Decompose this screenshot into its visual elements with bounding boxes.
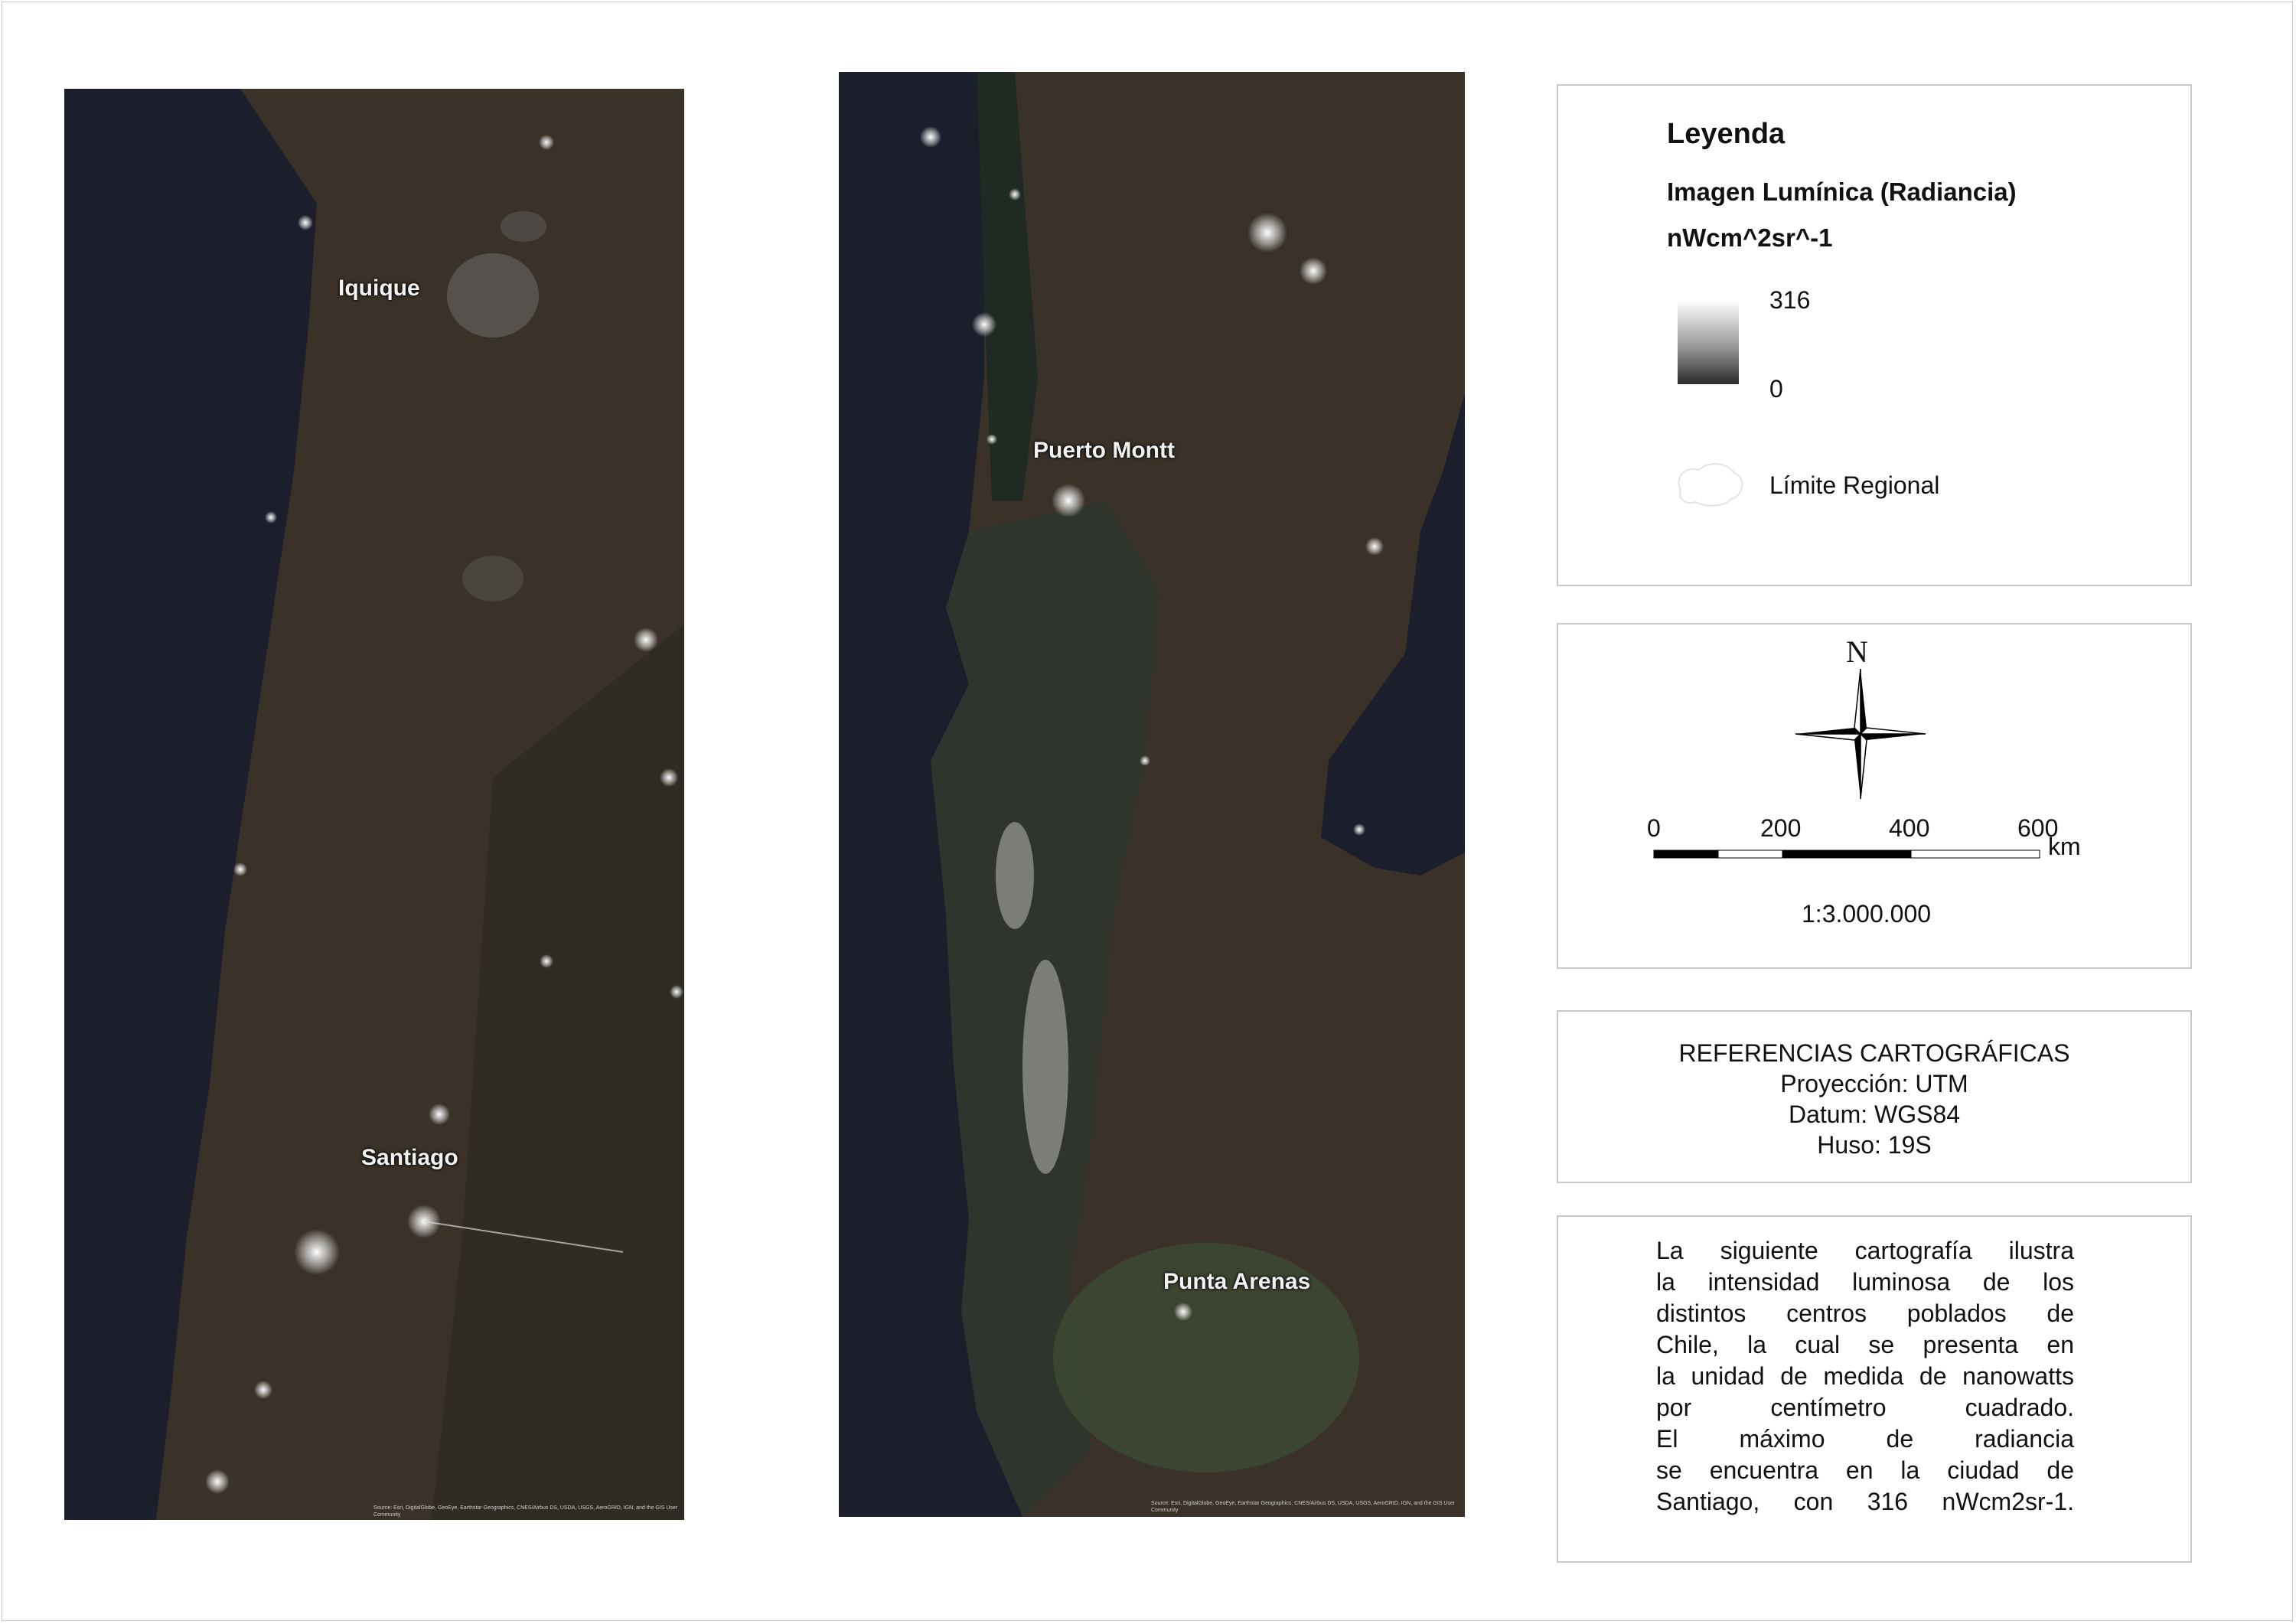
description-line: distintos centros poblados de	[1656, 1300, 2074, 1327]
north-arrow-icon	[1795, 669, 1926, 799]
north-letter: N	[1846, 634, 1868, 669]
map-south-image	[839, 72, 1465, 1517]
map-south-credit: Source: Esri, DigitalGlobe, GeoEye, Earthstar Geographics, CNES/Airbus DS, USDA, USGS, AeroGRID, IGN, and the GIS User Community	[1151, 1501, 1456, 1513]
map-north-credit: Source: Esri, DigitalGlobe, GeoEye, Earthstar Geographics, CNES/Airbus DS, USDA, USGS, AeroGRID, IGN, and the GIS User Community	[373, 1505, 678, 1518]
legend-min-value: 0	[1769, 375, 1783, 403]
legend-color-ramp	[1678, 300, 1739, 384]
description-line: la intensidad luminosa de los	[1656, 1268, 2074, 1296]
north-scale-panel	[1557, 623, 2192, 969]
description-line: Chile, la cual se presenta en	[1656, 1331, 2074, 1358]
city-label-punta-arenas: Punta Arenas	[1163, 1269, 1311, 1294]
description-line: La siguiente cartografía ilustra	[1656, 1237, 2074, 1264]
description-line: la unidad de medida de nanowatts	[1656, 1362, 2074, 1390]
description-line: Santiago, con 316 nWcm2sr-1.	[1656, 1488, 2074, 1515]
references-projection: Proyección: UTM	[1780, 1070, 1968, 1097]
scale-tick-200: 200	[1760, 814, 1802, 842]
map-north-image	[64, 89, 684, 1520]
map-north[interactable]	[64, 89, 684, 1520]
legend-units: nWcm^2sr^-1	[1667, 223, 1833, 252]
city-label-puerto-montt: Puerto Montt	[1033, 438, 1175, 463]
legend-panel	[1557, 84, 2192, 586]
legend-layer-title: Imagen Lumínica (Radiancia)	[1667, 178, 2017, 206]
legend-boundary-label: Límite Regional	[1769, 471, 1940, 499]
scale-tick-600: 600	[2017, 814, 2059, 842]
scale-ratio: 1:3.000.000	[1802, 900, 1932, 928]
description-line: El máximo de radiancia	[1656, 1425, 2074, 1453]
regional-boundary-icon	[1673, 459, 1746, 510]
references-zone: Huso: 19S	[1817, 1131, 1932, 1159]
map-south[interactable]	[839, 72, 1465, 1517]
description-text	[1656, 1235, 2074, 1518]
description-line: se encuentra en la ciudad de	[1656, 1456, 2074, 1484]
scale-tick-0: 0	[1647, 814, 1661, 842]
legend-title: Leyenda	[1667, 118, 1786, 150]
references-panel	[1557, 1010, 2192, 1183]
references-datum: Datum: WGS84	[1788, 1101, 1961, 1128]
city-label-iquique: Iquique	[338, 276, 420, 301]
scale-tick-400: 400	[1889, 814, 1930, 842]
legend-max-value: 316	[1769, 286, 1811, 314]
scale-bar	[1653, 850, 2042, 860]
city-label-santiago: Santiago	[361, 1145, 458, 1170]
references-title: REFERENCIAS CARTOGRÁFICAS	[1678, 1039, 2070, 1067]
description-line: por centímetro cuadrado.	[1656, 1394, 2074, 1421]
scale-unit: km	[2048, 833, 2081, 860]
